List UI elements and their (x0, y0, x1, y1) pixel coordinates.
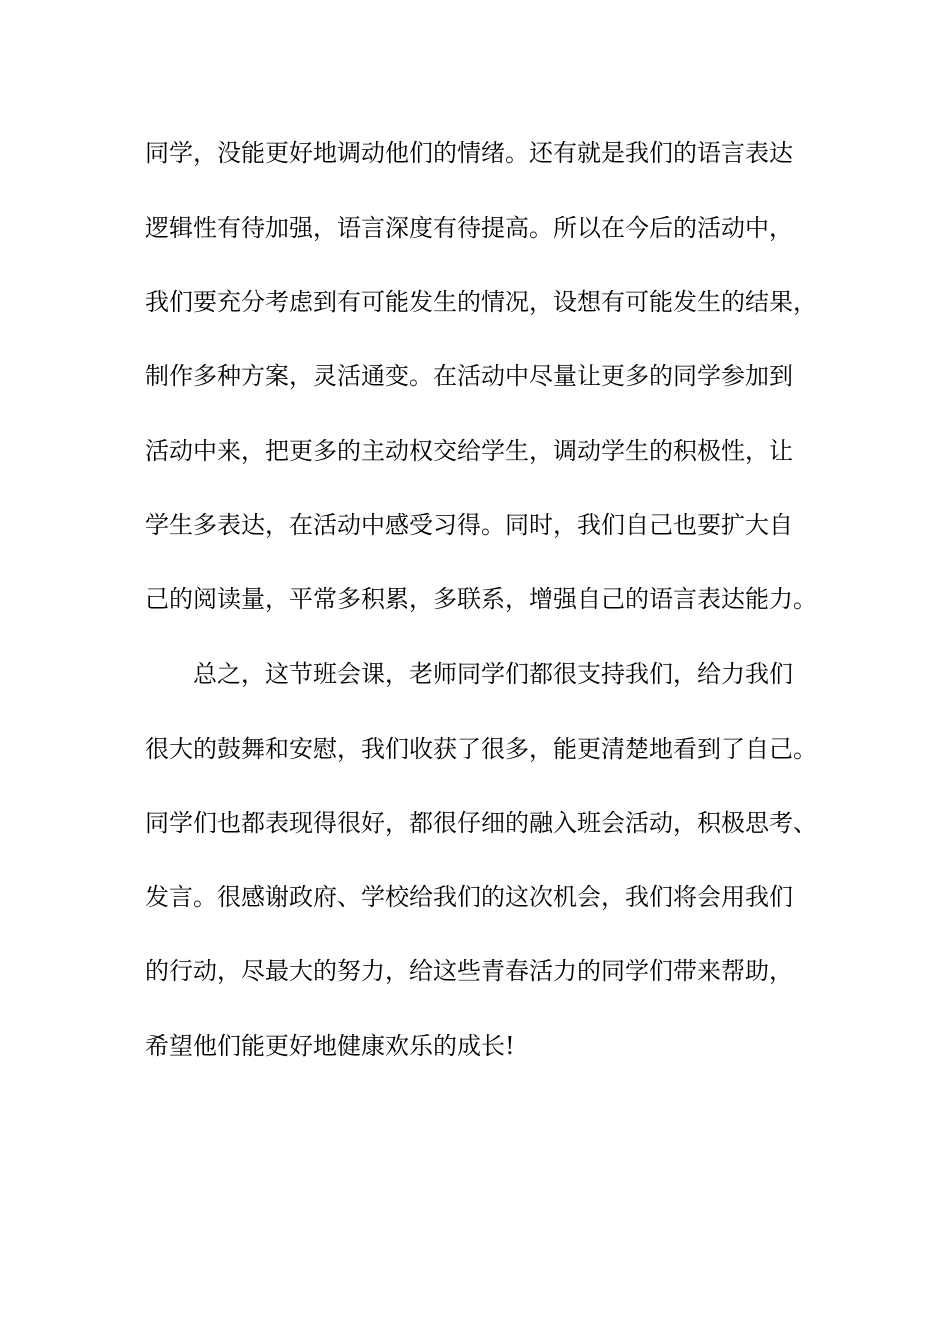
paragraph-line: 发言。很感谢政府、学校给我们的这次机会，我们将会用我们 (145, 883, 793, 911)
paragraph-line: 同学们也都表现得很好，都很仔细的融入班会活动，积极思考、 (145, 809, 817, 837)
paragraph-line: 学生多表达，在活动中感受习得。同时，我们自己也要扩大自 (145, 511, 793, 539)
paragraph-first-line: 总之，这节班会课，老师同学们都很支持我们，给力我们 (193, 660, 793, 688)
paragraph-line: 制作多种方案，灵活通变。在活动中尽量让更多的同学参加到 (145, 362, 793, 390)
paragraph-line: 己的阅读量，平常多积累，多联系，增强自己的语言表达能力。 (145, 585, 817, 613)
paragraph-line: 我们要充分考虑到有可能发生的情况，设想有可能发生的结果， (145, 288, 817, 316)
paragraph-line: 的行动，尽最大的努力，给这些青春活力的同学们带来帮助， (145, 957, 793, 985)
paragraph-line: 很大的鼓舞和安慰，我们收获了很多，能更清楚地看到了自己。 (145, 735, 817, 763)
paragraph-line: 逻辑性有待加强，语言深度有待提高。所以在今后的活动中， (145, 214, 793, 242)
paragraph-line: 活动中来，把更多的主动权交给学生，调动学生的积极性，让 (145, 437, 793, 465)
paragraph-line: 同学，没能更好地调动他们的情绪。还有就是我们的语言表达 (145, 139, 793, 167)
paragraph-line: 希望他们能更好地健康欢乐的成长! (145, 1032, 515, 1060)
